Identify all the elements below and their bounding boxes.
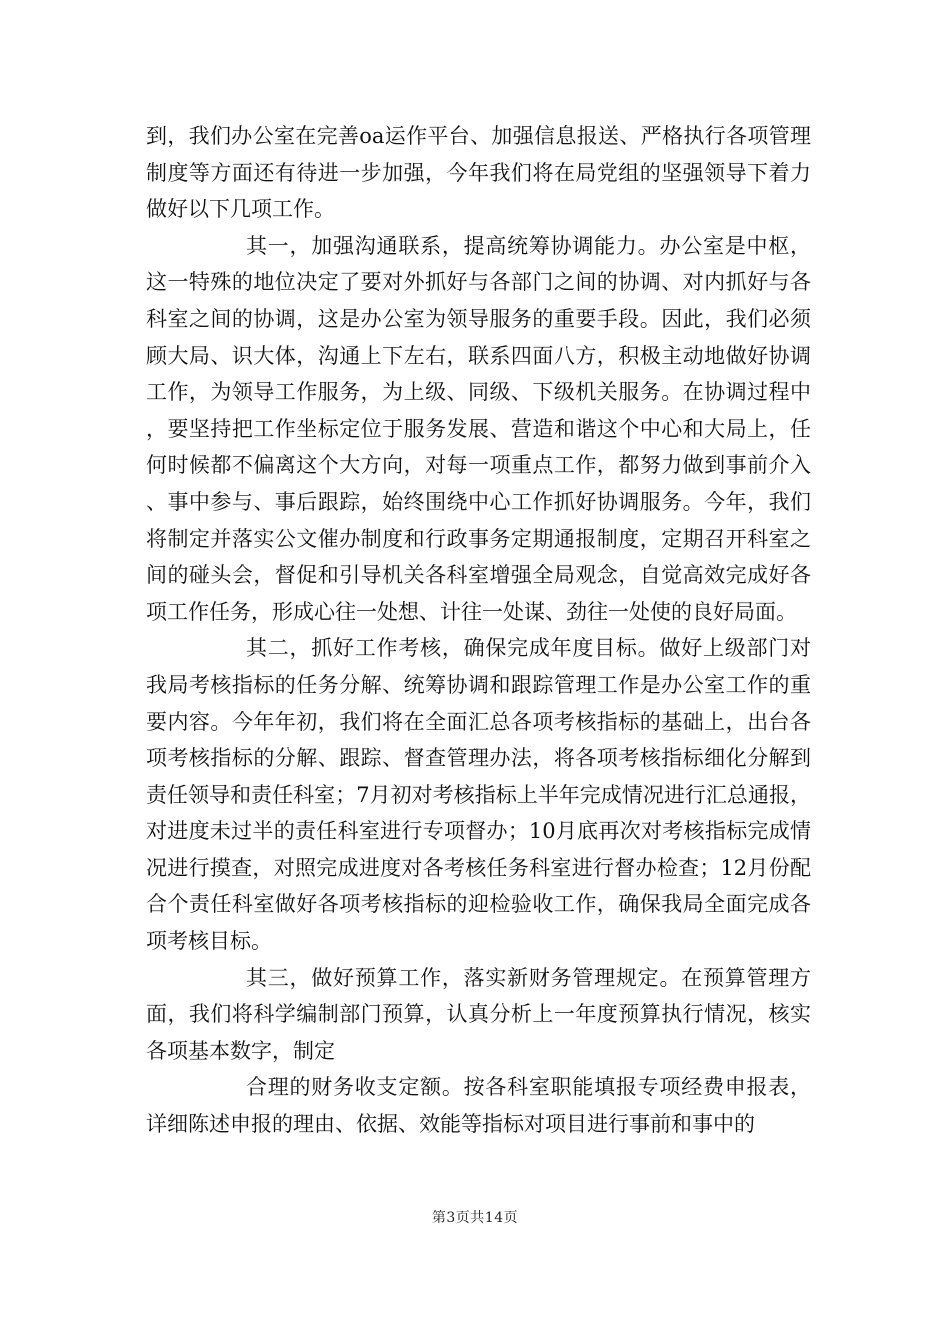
- page-number: 第3页共14页: [431, 1210, 519, 1226]
- document-body: [146, 118, 811, 1143]
- paragraph-4: 其三，做好预算工作，落实新财务管理规定。在预算管理方面，我们将科学编制部门预算，认真分析上一年度预算执行情况，核实各项基本数字，制定: [146, 965, 811, 1063]
- paragraph-5: 合理的财务收支定额。按各科室职能填报专项经费申报表，详细陈述申报的理由、依据、效能等指标对项目进行事前和事中的: [146, 1075, 811, 1137]
- paragraph-2: 其一，加强沟通联系，提高统筹协调能力。办公室是中枢，这一特殊的地位决定了要对外抓好与各部门之间的协调、对内抓好与各科室之间的协调，这是办公室为领导服务的重要手段。因此，我们必须顾大局、识大体，沟通上下左右，联系四面八方，积极主动地做好协调工作，为领导工作服务，为上级、同级、下级机关服务。在协调过程中，要坚持把工作坐标定位于服务发展、营造和谐这个中心和大局上，任何时候都不偏离这个大方向，对每一项重点工作，都努力做到事前介入、事中参与、事后跟踪，始终围绕中心工作抓好协调服务。今年，我们将制定并落实公文催办制度和行政事务定期通报制度，定期召开科室之间的碰头会，督促和引导机关各科室增强全局观念，自觉高效完成好各项工作任务，形成心往一处想、计往一处谋、劲往一处使的良好局面。: [146, 233, 811, 624]
- paragraph-1: 到，我们办公室在完善oa运作平台、加强信息报送、严格执行各项管理制度等方面还有待进一步加强，今年我们将在局党组的坚强领导下着力做好以下几项工作。: [146, 124, 811, 222]
- paragraph-3: 其二，抓好工作考核，确保完成年度目标。做好上级部门对我局考核指标的任务分解、统筹协调和跟踪管理工作是办公室工作的重要内容。今年年初，我们将在全面汇总各项考核指标的基础上，出台各项考核指标的分解、跟踪、督查管理办法，将各项考核指标细化分解到责任领导和责任科室；7月初对考核指标上半年完成情况进行汇总通报，对进度未过半的责任科室进行专项督办；10月底再次对考核指标完成情况进行摸查，对照完成进度对各考核任务科室进行督办检查；12月份配合个责任科室做好各项考核指标的迎检验收工作，确保我局全面完成各项考核目标。: [146, 636, 811, 954]
